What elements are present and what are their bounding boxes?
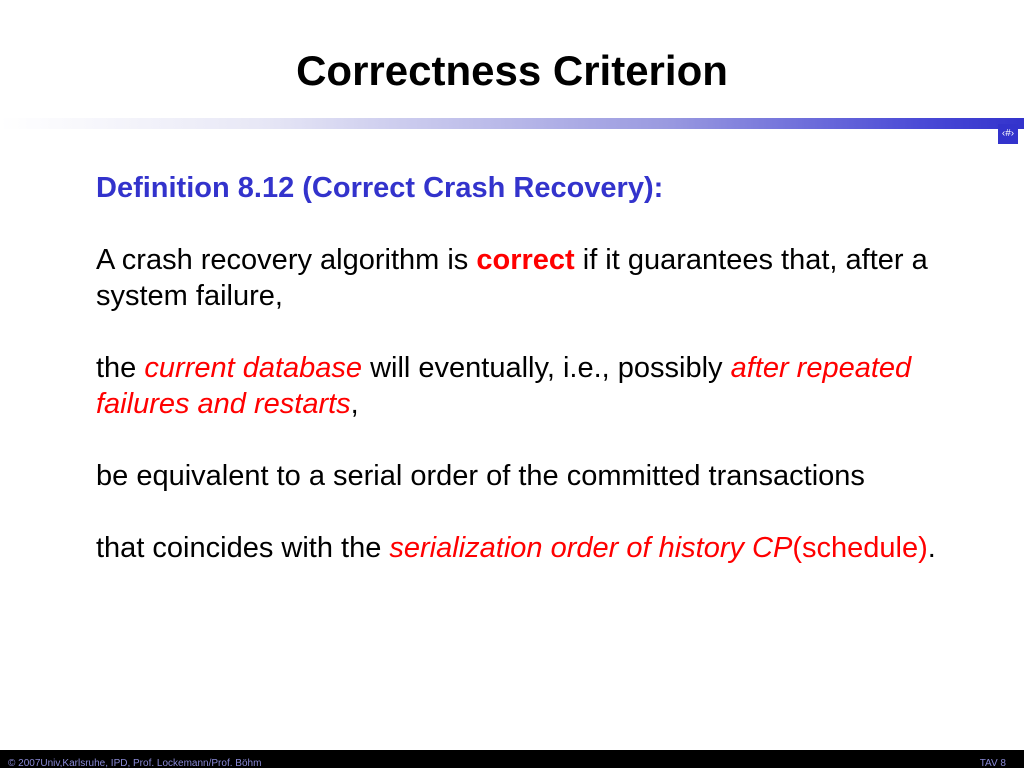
p1-emphasis-correct: correct xyxy=(476,244,575,276)
title-gradient-rule xyxy=(0,118,1024,129)
p1-text-2: if it guarantees that, after a system failure, xyxy=(96,244,928,312)
slide-title: Correctness Criterion xyxy=(296,47,728,94)
p4-text-1: that coincides with the xyxy=(96,532,390,564)
slide-content xyxy=(96,170,936,602)
slide-number-badge: ‹#› xyxy=(998,124,1018,144)
definition-heading: Definition 8.12 (Correct Crash Recovery): xyxy=(96,172,664,204)
p2-text-1: the xyxy=(96,352,145,384)
footer-page-label: TAV 8 xyxy=(979,758,1006,769)
paragraph-serialization-order xyxy=(96,530,936,566)
paragraph-current-database xyxy=(96,350,936,422)
p2-emphasis-current-database: current database xyxy=(144,352,363,384)
paragraph-correctness xyxy=(96,242,936,314)
p2-text-3: , xyxy=(350,388,359,420)
p1-text-1: A crash recovery algorithm is xyxy=(96,244,477,276)
p4-emphasis-schedule: (schedule) xyxy=(792,532,928,564)
paragraph-equivalence: be equivalent to a serial order of the committed transactions xyxy=(96,460,865,492)
p4-text-2: . xyxy=(927,532,936,564)
footer-bar xyxy=(0,750,1024,768)
p2-text-2: will eventually, i.e., possibly xyxy=(362,352,731,384)
p4-emphasis-serialization-order: serialization order of history CP xyxy=(389,532,793,564)
p2-emphasis-repeated-failures: after repeated failures and restarts xyxy=(96,352,912,420)
footer-copyright: © 2007Univ,Karlsruhe, IPD, Prof. Lockemann/Prof. Böhm xyxy=(8,758,262,769)
